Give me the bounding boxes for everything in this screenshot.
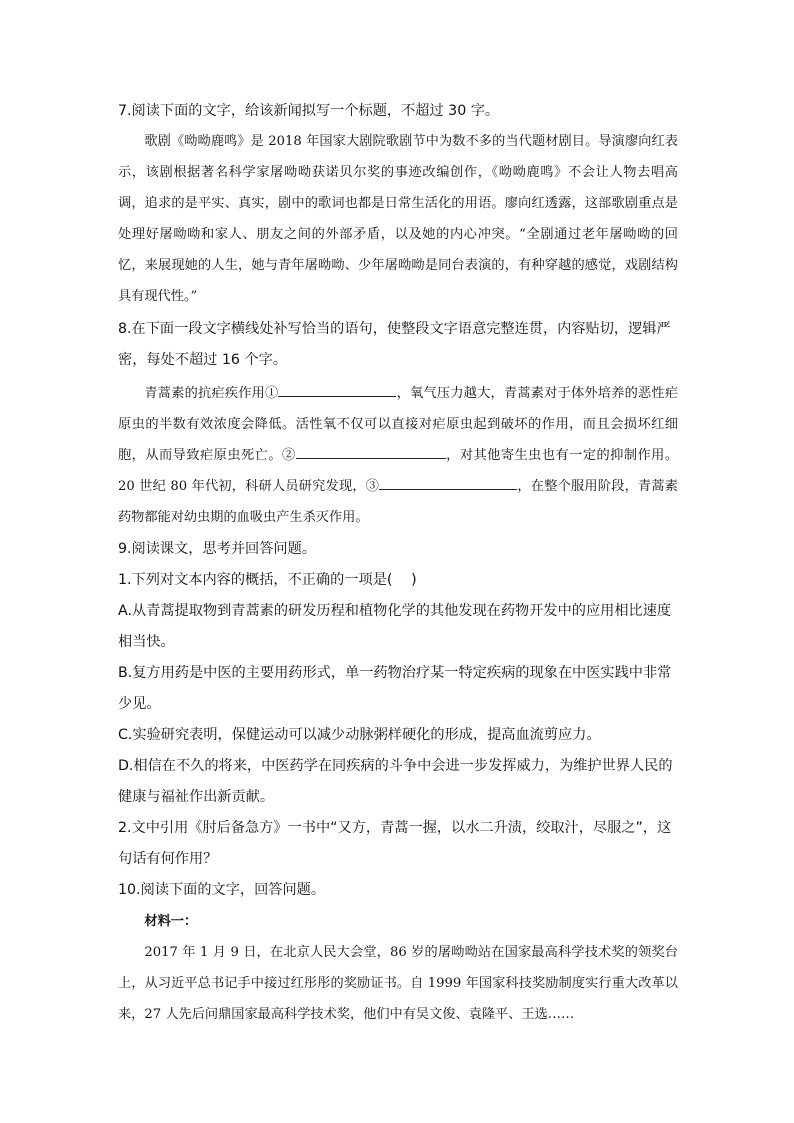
material-1-label: 材料一： xyxy=(144,914,198,929)
answer-blank-2[interactable] xyxy=(296,444,446,459)
question-10-passage: 2017 年 1 月 9 日，在北京人民大会堂，86 岁的屠呦呦站在国家最高科学技术奖的领奖台上，从习近平总书记手中接过红彤彤的奖励证书。自 1999 年国家科技奖励制度实行重大改革以来，27 人先后问鼎国家最高科学技术奖，他们中有吴文俊、袁隆平、王选…… xyxy=(118,945,678,1022)
q8-segment-2: ，氧气压力越大，青蒿素对于体外培养的恶性疟原虫的半数有效浓度会降低。活性氧不仅可以直接对疟原虫起到破坏的作用，而且会损坏红细胞，从而导致疟原虫死亡。② xyxy=(118,386,679,463)
option-b: B.复方用药是中医的主要用药形式，单一药物治疗某一特定疾病的现象在中医实践中非常少见。 xyxy=(118,665,672,712)
option-c: C.实验研究表明，保健运动可以减少动脉粥样硬化的形成，提高血流剪应力。 xyxy=(118,727,601,743)
question-9-sub-1: 1.下列对文本内容的概括，不正确的一项是( ) xyxy=(118,572,417,588)
answer-blank-1[interactable] xyxy=(278,382,396,397)
q8-segment-1: 青蒿素的抗疟疾作用① xyxy=(144,386,279,401)
question-7-passage: 歌剧《呦呦鹿鸣》是 2018 年国家大剧院歌剧节中为数不多的当代题材剧目。导演廖向红表示，该剧根据著名科学家屠呦呦获诺贝尔奖的事迹改编创作，《呦呦鹿鸣》不会让人物去唱高调，追求的是平实、真实，剧中的歌词也都是日常生活化的用语。廖向红透露，这部歌剧重点是处理好屠呦呦和家人、朋友之间的外部矛盾，以及她的内心冲突。“全剧通过老年屠呦呦的回忆，来展现她的人生，她与青年屠呦呦、少年屠呦呦是同台表演的，有种穿越的感觉，戏剧结构具有现代性。” xyxy=(118,134,678,304)
option-d: D.相信在不久的将来，中医药学在同疾病的斗争中会进一步发挥威力，为维护世界人民的健康与福祉作出新贡献。 xyxy=(118,758,673,805)
question-9-sub-2: 2.文中引用《肘后备急方》一书中“又方，青蒿一握，以水二升渍，绞取汁，尽服之”，这句话有何作用？ xyxy=(118,820,672,867)
answer-blank-3[interactable] xyxy=(379,475,517,490)
option-a: A.从青蒿提取物到青蒿素的研发历程和植物化学的其他发现在药物开发中的应用相比速度相当快。 xyxy=(118,603,672,650)
question-9-prompt: 9.阅读课文，思考并回答问题。 xyxy=(118,541,316,557)
question-10-prompt: 10.阅读下面的文字，回答问题。 xyxy=(118,882,326,898)
question-7-prompt: 7.阅读下面的文字，给该新闻拟写一个标题，不超过 30 字。 xyxy=(118,103,500,119)
q8-segment-4: ，在整个服用阶段，青蒿素药物都能对幼虫期的血吸虫产生杀灭作用。 xyxy=(118,479,678,525)
question-8-prompt: 8.在下面一段文字横线处补写恰当的语句，使整段文字语意完整连贯，内容贴切，逻辑严密，每处不超过 16 个字。 xyxy=(118,321,671,368)
question-8-passage xyxy=(118,378,678,533)
q8-segment-3: ，对其他寄生虫也有一定的抑制作用。20 世纪 80 年代初，科研人员研究发现，③ xyxy=(118,448,679,494)
